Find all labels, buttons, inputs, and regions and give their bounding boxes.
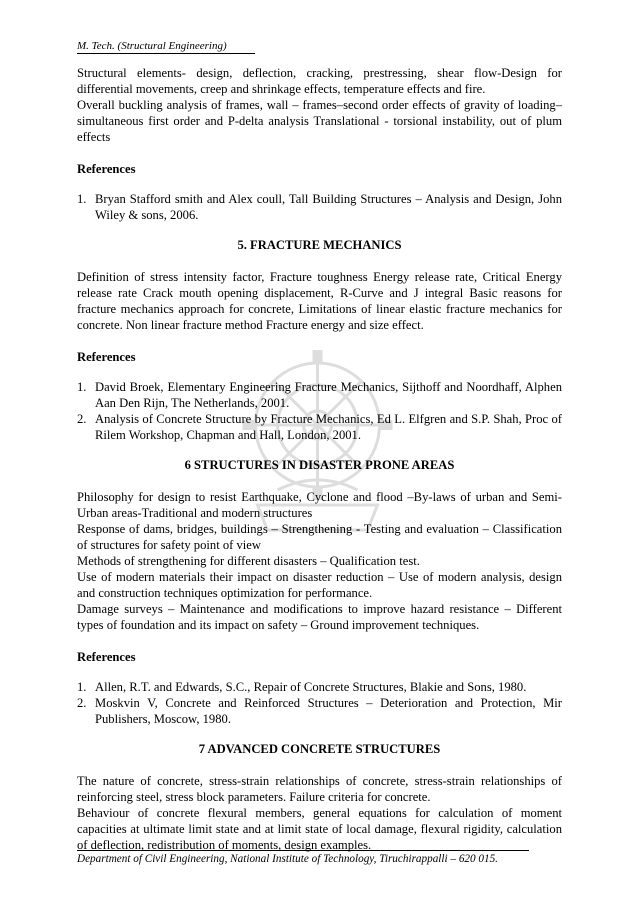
list-item: [77, 411, 562, 443]
disaster-paragraph-3: Methods of strengthening for different disasters – Qualification test.: [77, 554, 420, 568]
running-footer: Department of Civil Engineering, National Institute of Technology, Tiruchirappalli – 620 015.: [77, 853, 498, 865]
fracture-paragraph: Definition of stress intensity factor, Fracture toughness Energy release rate, Critical Energy release rate Crack mouth opening displacement, R-Curve and J integral Basic reasons for fracture mechanics approach for concrete, Limitations of linear elastic fracture mechanics for concrete. Non linear fracture method Fracture energy and size effect.: [77, 270, 562, 332]
references-heading: References: [77, 650, 136, 664]
reference-text: Bryan Stafford smith and Alex coull, Tall Building Structures – Analysis and Design, John Wiley & sons, 2006.: [95, 192, 562, 222]
section-title-disaster: 6 STRUCTURES IN DISASTER PRONE AREAS: [184, 458, 455, 472]
intro-paragraph-2: Overall buckling analysis of frames, wall – frames–second order effects of gravity of loading– simultaneous first order and P-delta analysis Translational - torsional instability, out of plum effects: [77, 98, 562, 144]
reference-text: David Broek, Elementary Engineering Fracture Mechanics, Sijthoff and Noordhaff, Alphen Aan Den Rijn, The Netherlands, 2001.: [95, 380, 562, 410]
intro-paragraph-1: Structural elements- design, deflection, cracking, prestressing, shear flow-Design for differential movements, creep and shrinkage effects, temperature effects and fire.: [77, 66, 562, 96]
running-header: M. Tech. (Structural Engineering): [77, 40, 255, 54]
intro-references-list: [77, 191, 562, 223]
list-item: [77, 191, 562, 223]
disaster-paragraph-2: Response of dams, bridges, buildings – Strengthening - Testing and evaluation – Classification of structures for safety point of view: [77, 522, 562, 552]
reference-number: 1.: [77, 380, 87, 394]
advanced-body: [77, 773, 562, 853]
disaster-references-list: [77, 679, 562, 727]
reference-number: 1.: [77, 192, 87, 206]
list-item: [77, 679, 562, 695]
reference-number: 2.: [77, 696, 87, 710]
disaster-body: [77, 489, 562, 633]
references-heading: References: [77, 162, 136, 176]
fracture-references-list: [77, 379, 562, 443]
reference-text: Allen, R.T. and Edwards, S.C., Repair of Concrete Structures, Blakie and Sons, 1980.: [95, 680, 527, 694]
disaster-paragraph-4: Use of modern materials their impact on disaster reduction – Use of modern analysis, design and construction techniques optimization for performance.: [77, 570, 562, 600]
section-title-fracture: 5. FRACTURE MECHANICS: [237, 238, 402, 252]
references-heading: References: [77, 350, 136, 364]
footer-divider: [77, 850, 529, 851]
reference-number: 1.: [77, 680, 87, 694]
list-item: [77, 695, 562, 727]
reference-text: Moskvin V, Concrete and Reinforced Structures – Deterioration and Protection, Mir Publishers, Moscow, 1980.: [95, 696, 562, 726]
advanced-paragraph-1: The nature of concrete, stress-strain relationships of concrete, stress-strain relationships of reinforcing steel, stress block parameters. Failure criteria for concrete.: [77, 774, 562, 804]
disaster-paragraph-1: Philosophy for design to resist Earthquake, Cyclone and flood –By-laws of urban and Semi-Urban areas-Traditional and modern structures: [77, 490, 562, 520]
disaster-paragraph-5: Damage surveys – Maintenance and modifications to improve hazard resistance – Different types of foundation and its impact on safety – Ground improvement techniques.: [77, 602, 562, 632]
section-title-advanced: 7 ADVANCED CONCRETE STRUCTURES: [198, 742, 441, 756]
main-content: [77, 65, 562, 853]
list-item: [77, 379, 562, 411]
reference-number: 2.: [77, 412, 87, 426]
advanced-paragraph-2: Behaviour of concrete flexural members, general equations for calculation of moment capacities at ultimate limit state and at limit state of local damage, flexural rigidity, calculation of deflection, redistribution of moments, design examples.: [77, 806, 562, 852]
reference-text: Analysis of Concrete Structure by Fracture Mechanics, Ed L. Elfgren and S.P. Shah, Proc of Rilem Workshop, Chapman and Hall, London, 2001.: [95, 412, 562, 442]
